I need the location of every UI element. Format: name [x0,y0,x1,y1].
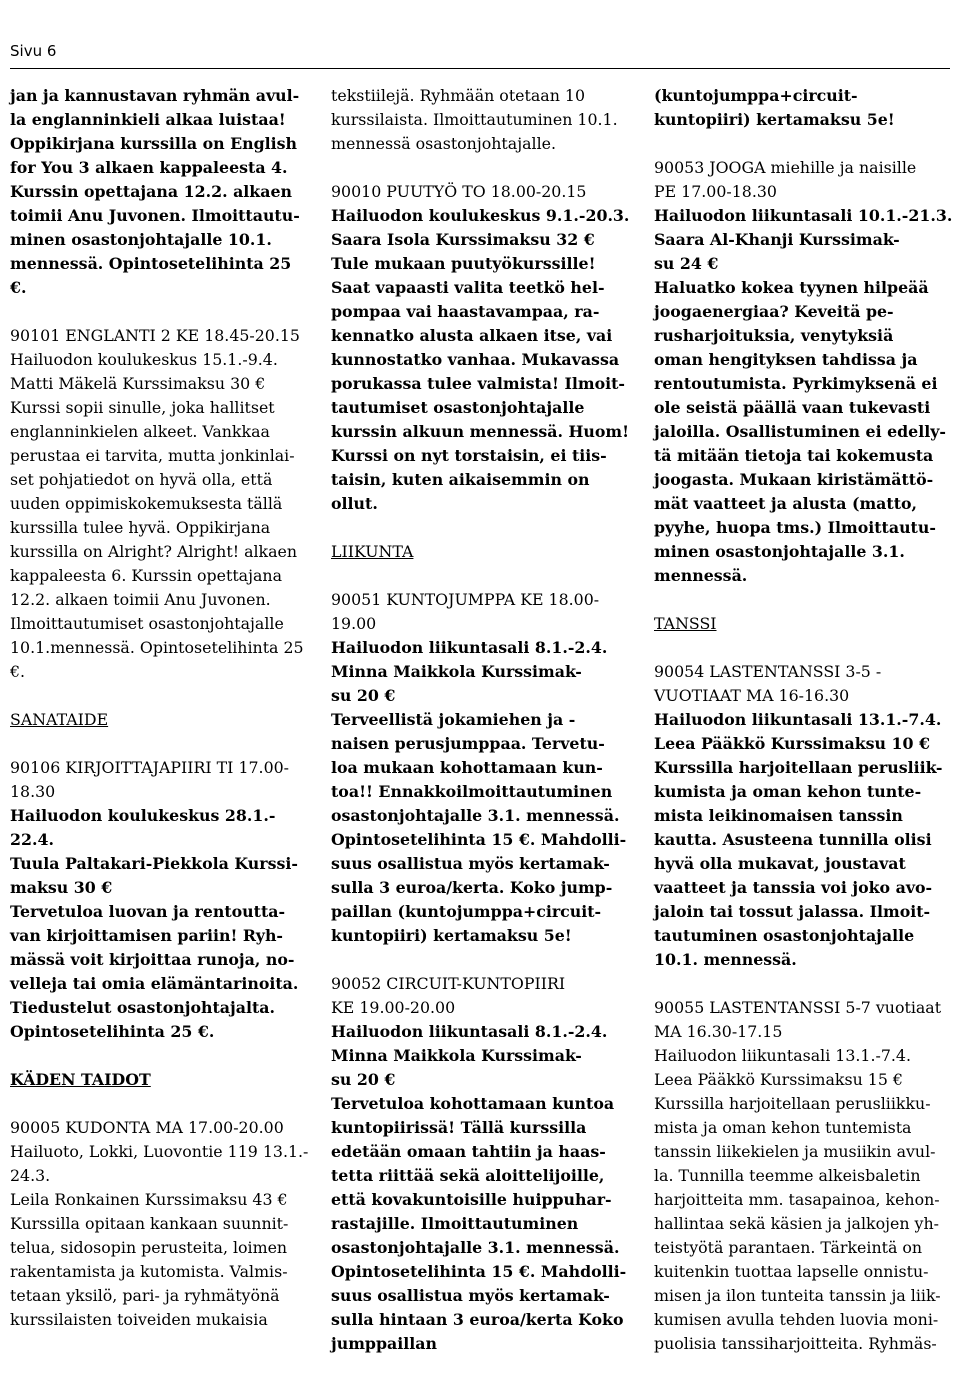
line-gap [10,1092,308,1116]
text-line: jumppaillan [331,1334,437,1353]
text-line: kuitenkin tuottaa lapselle onnistu- [654,1262,929,1281]
text-line: kurssilaista. Ilmoittautuminen 10.1. [331,110,618,129]
text-line: kumista ja oman kehon tunte- [654,782,922,801]
text-line: velleja tai omia elämäntarinoita. [10,974,299,993]
section-heading: KÄDEN TAIDOT [10,1070,151,1089]
text-line: 10.1. mennessä. [654,950,797,969]
text-line: toa!! Ennakkoilmoittautuminen [331,782,613,801]
text-line: Hailuodon liikuntasali 13.1.-7.4. [654,1046,911,1065]
text-line: 90101 ENGLANTI 2 KE 18.45-20.15 [10,326,300,345]
text-line: su 20 € [331,1070,396,1089]
text-line: 12.2. alkaen toimii Anu Juvonen. [10,590,271,609]
text-line: osastonjohtajalle 3.1. mennessä. [331,806,620,825]
text-line: tetaan yksilö, pari- ja ryhmätyönä [10,1286,280,1305]
text-line: vaatteet ja tanssia voi joko avo- [654,878,933,897]
line-gap [331,948,629,972]
text-line: perustaa ei tarvita, mutta jonkinlai- [10,446,295,465]
text-line: joogasta. Mukaan kiristämättö- [654,470,934,489]
text-line: 19.00 [331,614,377,633]
text-line: edetään omaan tahtiin ja haas- [331,1142,606,1161]
text-line: van kirjoittamisen pariin! Ryh- [10,926,283,945]
text-line: Tervetuloa luovan ja rentoutta- [10,902,286,921]
column-1 [10,84,308,1332]
text-line: €. [10,662,26,681]
text-line: rusharjoituksia, venytyksiä [654,326,894,345]
line-gap [10,1044,308,1068]
text-line: englanninkielen alkeet. Vankkaa [10,422,270,441]
text-line: kennatko alusta alkaen itse, vai [331,326,613,345]
line-gap [654,132,952,156]
text-line: MA 16.30-17.15 [654,1022,783,1041]
text-line: tekstiilejä. Ryhmään otetaan 10 [331,86,585,105]
text-line: Kurssilla opitaan kankaan suunnit- [10,1214,289,1233]
text-line: Matti Mäkelä Kurssimaksu 30 € [10,374,266,393]
text-line: mässä voit kirjoittaa runoja, no- [10,950,295,969]
column-2 [331,84,629,1356]
text-line: Hailuoto, Lokki, Luovontie 119 13.1.- [10,1142,309,1161]
text-line: mennessä osastonjohtajalle. [331,134,556,153]
text-line: 90052 CIRCUIT-KUNTOPIIRI [331,974,566,993]
text-line: (kuntojumppa+circuit- [654,86,858,105]
text-line: paillan (kuntojumppa+circuit- [331,902,602,921]
text-line: KE 19.00-20.00 [331,998,456,1017]
text-line: Tiedustelut osastonjohtajalta. [10,998,275,1017]
text-line: kuntopiirissä! Tällä kurssilla [331,1118,587,1137]
text-line: Terveellistä jokamiehen ja - [331,710,576,729]
text-line: tautumiset osastonjohtajalle [331,398,585,417]
text-line: ollut. [331,494,378,513]
text-line: puolisia tanssiharjoitteita. Ryhmäs- [654,1334,937,1353]
text-line: kurssilla tulee hyvä. Oppikirjana [10,518,271,537]
text-line: Opintosetelihinta 15 €. Mahdolli- [331,1262,627,1281]
text-line: mät vaatteet ja alusta (matto, [654,494,918,513]
text-line: rakentamista ja kutomista. Valmis- [10,1262,288,1281]
line-gap [654,636,952,660]
text-line: 90054 LASTENTANSSI 3-5 - [654,662,882,681]
text-line: hyvä olla mukavat, joustavat [654,854,906,873]
text-line: Ilmoittautumiset osastonjohtajalle [10,614,284,633]
text-line: kumisen avulla tehden luovia moni- [654,1310,939,1329]
text-line: pyyhe, huopa tms.) Ilmoittautu- [654,518,936,537]
text-line: Kurssilla harjoitellaan perusliikku- [654,1094,931,1113]
text-line: su 24 € [654,254,719,273]
text-line: Opintosetelihinta 15 €. Mahdolli- [331,830,627,849]
text-line: porukassa tulee valmista! Ilmoit- [331,374,625,393]
text-line: Kurssilla harjoitellaan perusliik- [654,758,943,777]
text-line: €. [10,278,27,297]
text-line: rastajille. Ilmoittautuminen [331,1214,579,1233]
text-line: kuntopiiri) kertamaksu 5e! [654,110,895,129]
line-gap [654,972,952,996]
line-gap [10,684,308,708]
text-line: pompaa vai haastavampaa, ra- [331,302,600,321]
text-line: mennessä. [654,566,748,585]
text-line: hallintaa sekä käsien ja jalkojen yh- [654,1214,939,1233]
text-line: Oppikirjana kurssilla on English [10,134,298,153]
text-line: jaloilla. Osallistuminen ei edelly- [654,422,946,441]
text-line: 90010 PUUTYÖ TO 18.00-20.15 [331,182,587,201]
text-line: sulla 3 euroa/kerta. Koko jump- [331,878,613,897]
text-line: loa mukaan kohottamaan kun- [331,758,603,777]
text-line: Hailuodon koulukeskus 9.1.-20.3. [331,206,630,225]
text-line: for You 3 alkaen kappaleesta 4. [10,158,288,177]
text-line: että kovakuntoisille huippuhar- [331,1190,612,1209]
line-gap [331,156,629,180]
text-line: tautuminen osastonjohtajalle [654,926,915,945]
line-gap [10,300,308,324]
line-gap [654,588,952,612]
text-line: Saara Isola Kurssimaksu 32 € [331,230,595,249]
text-line: Hailuodon koulukeskus 15.1.-9.4. [10,350,278,369]
text-line: kurssin alkuun mennessä. Huom! [331,422,630,441]
text-line: Leea Pääkkö Kurssimaksu 10 € [654,734,931,753]
text-line: kurssilla on Alright? Alright! alkaen [10,542,298,561]
text-line: naisen perusjumppaa. Tervetu- [331,734,605,753]
text-line: suus osallistua myös kertamak- [331,1286,610,1305]
text-line: PE 17.00-18.30 [654,182,777,201]
text-line: tä mitään tietoja tai kokemusta [654,446,934,465]
text-line: telua, sidosopin perusteita, loimen [10,1238,288,1257]
text-line: 22.4. [10,830,54,849]
text-line: Kurssi sopii sinulle, joka hallitset [10,398,275,417]
text-line: su 20 € [331,686,396,705]
page-number-label: Sivu 6 [10,42,57,60]
text-line: kurssilaisten toiveiden mukaisia [10,1310,268,1329]
text-line: Leea Pääkkö Kurssimaksu 15 € [654,1070,903,1089]
text-line: Tule mukaan puutyökurssille! [331,254,596,273]
text-line: jan ja kannustavan ryhmän avul- [10,86,300,105]
text-line: Kurssi on nyt torstaisin, ei tiis- [331,446,607,465]
text-line: oman hengityksen tahdissa ja [654,350,918,369]
text-line: teistyötä parantaen. Tärkeintä on [654,1238,923,1257]
text-line: Saara Al-Khanji Kurssimak- [654,230,900,249]
text-line: kuntopiiri) kertamaksu 5e! [331,926,572,945]
text-line: Tervetuloa kohottamaan kuntoa [331,1094,615,1113]
column-3 [654,84,952,1356]
text-line: 90005 KUDONTA MA 17.00-20.00 [10,1118,284,1137]
text-line: misen ja ilon tunteita tanssin ja liik- [654,1286,941,1305]
text-line: Opintosetelihinta 25 €. [10,1022,215,1041]
text-line: la. Tunnilla teemme alkeisbaletin [654,1166,921,1185]
text-line: Tuula Paltakari-Piekkola Kurssi- [10,854,298,873]
text-line: Hailuodon liikuntasali 8.1.-2.4. [331,1022,608,1041]
text-line: uuden oppimiskokemuksesta tällä [10,494,283,513]
text-line: toimii Anu Juvonen. Ilmoittautu- [10,206,300,225]
text-line: 90053 JOOGA miehille ja naisille [654,158,917,177]
text-line: kautta. Asusteena tunnilla olisi [654,830,932,849]
text-line: Hailuodon liikuntasali 10.1.-21.3. [654,206,953,225]
section-heading: TANSSI [654,614,717,633]
text-line: ole seistä päällä vaan tukevasti [654,398,931,417]
text-line: joogaenergiaa? Keveitä pe- [654,302,894,321]
text-line: 10.1.mennessä. Opintosetelihinta 25 [10,638,304,657]
text-line: Leila Ronkainen Kurssimaksu 43 € [10,1190,288,1209]
text-line: jaloin tai tossut jalassa. Ilmoit- [654,902,931,921]
text-line: 90106 KIRJOITTAJAPIIRI TI 17.00- [10,758,290,777]
text-line: suus osallistua myös kertamak- [331,854,610,873]
text-line: Minna Maikkola Kurssimak- [331,1046,582,1065]
text-line: minen osastonjohtajalle 3.1. [654,542,905,561]
text-line: osastonjohtajalle 3.1. mennessä. [331,1238,620,1257]
text-line: Haluatko kokea tyynen hilpeää [654,278,929,297]
text-line: Hailuodon koulukeskus 28.1.- [10,806,276,825]
text-line: mennessä. Opintosetelihinta 25 [10,254,292,273]
line-gap [10,732,308,756]
text-line: taisin, kuten aikaisemmin on [331,470,590,489]
text-line: 90055 LASTENTANSSI 5-7 vuotiaat [654,998,942,1017]
text-line: Hailuodon liikuntasali 8.1.-2.4. [331,638,608,657]
page-header [10,42,950,69]
text-line: Hailuodon liikuntasali 13.1.-7.4. [654,710,942,729]
section-heading: SANATAIDE [10,710,109,729]
text-line: Kurssin opettajana 12.2. alkaen [10,182,293,201]
section-heading: LIIKUNTA [331,542,414,561]
text-line: 18.30 [10,782,56,801]
text-line: la englanninkieli alkaa luistaa! [10,110,286,129]
text-line: tetta riittää sekä aloittelijoille, [331,1166,605,1185]
text-line: mista leikinomaisen tanssin [654,806,903,825]
text-line: Minna Maikkola Kurssimak- [331,662,582,681]
line-gap [331,516,629,540]
text-line: kappaleesta 6. Kurssin opettajana [10,566,283,585]
text-line: 24.3. [10,1166,51,1185]
text-line: minen osastonjohtajalle 10.1. [10,230,272,249]
text-line: set pohjatiedot on hyvä olla, että [10,470,273,489]
text-line: VUOTIAAT MA 16-16.30 [654,686,850,705]
text-line: Saat vapaasti valita teetkö hel- [331,278,605,297]
text-line: 90051 KUNTOJUMPPA KE 18.00- [331,590,600,609]
text-line: mista ja oman kehon tuntemista [654,1118,912,1137]
text-line: rentoutumista. Pyrkimyksenä ei [654,374,938,393]
line-gap [331,564,629,588]
text-line: kunnostatko vanhaa. Mukavassa [331,350,620,369]
text-line: harjoitteita mm. tasapainoa, kehon- [654,1190,940,1209]
text-line: maksu 30 € [10,878,113,897]
text-line: tanssin liikekielen ja musiikin avul- [654,1142,936,1161]
text-line: sulla hintaan 3 euroa/kerta Koko [331,1310,624,1329]
